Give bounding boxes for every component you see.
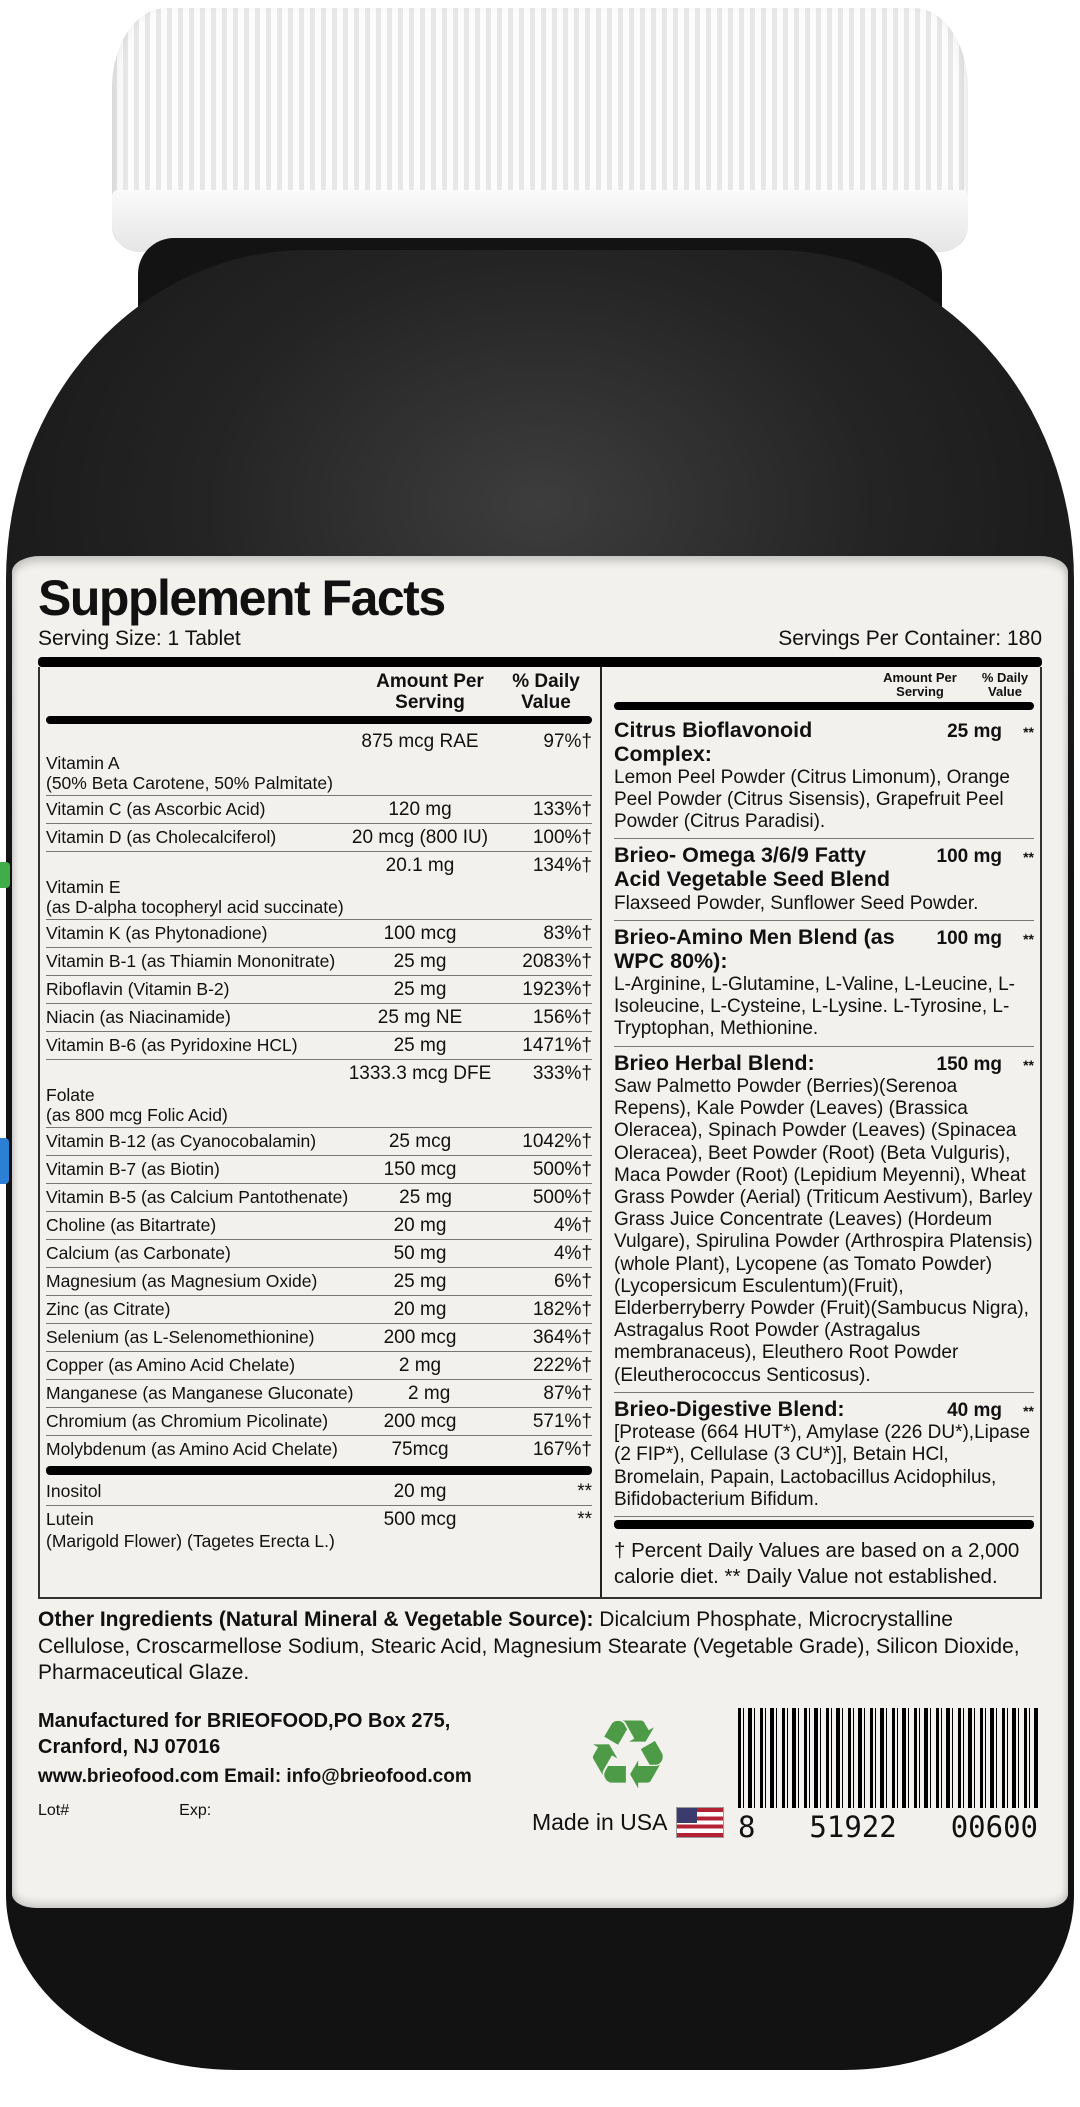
percent-daily-value-header-right: % Daily Value bbox=[981, 670, 1029, 700]
blend-row bbox=[614, 714, 1034, 840]
nutrient-name: Vitamin B-6 (as Pyridoxine HCL) bbox=[46, 1035, 298, 1056]
made-in-usa-block bbox=[517, 1702, 738, 1837]
nutrient-amount: 25 mg bbox=[393, 1271, 447, 1293]
nutrient-subname: (as D-alpha tocopheryl acid succinate) bbox=[46, 896, 344, 917]
nutrient-daily-value: ** bbox=[577, 1509, 592, 1531]
nutrient-amount: 20 mg bbox=[393, 1481, 447, 1503]
manufacturer-block bbox=[38, 1708, 517, 1820]
blend-daily-value: ** bbox=[1023, 849, 1034, 866]
nutrient-name: Riboflavin (Vitamin B-2) bbox=[46, 979, 230, 1000]
blend-row bbox=[614, 921, 1034, 1047]
nutrient-amount: 120 mg bbox=[388, 798, 452, 820]
blend-row bbox=[614, 1393, 1034, 1517]
blend-description: Flaxseed Powder, Sunflower Seed Powder. bbox=[614, 892, 979, 914]
nutrient-amount: 875 mcg RAE bbox=[361, 730, 479, 752]
nutrient-daily-value: 1923%† bbox=[522, 979, 592, 1001]
nutrient-amount: 25 mg bbox=[399, 1187, 452, 1209]
nutrient-daily-value: 83%† bbox=[543, 923, 592, 945]
blend-amount: 40 mg bbox=[947, 1399, 1002, 1421]
nutrient-name: Calcium (as Carbonate) bbox=[46, 1243, 231, 1264]
nutrient-amount: 20 mg bbox=[393, 1215, 447, 1237]
made-in-usa-text: Made in USA bbox=[531, 1809, 668, 1836]
blend-name: Brieo- Omega 3/6/9 Fatty Acid Vegetable Seed Blend bbox=[614, 843, 891, 892]
nutrient-amount: 150 mcg bbox=[383, 1159, 457, 1181]
nutrient-row bbox=[46, 824, 592, 852]
nutrient-name: Vitamin D (as Cholecalciferol) bbox=[46, 826, 277, 847]
divider-under-headers-right bbox=[614, 702, 1034, 710]
barcode-digit-group-2: 51922 bbox=[809, 1810, 897, 1845]
nutrient-amount: 2 mg bbox=[408, 1383, 451, 1405]
other-ingredients-label: Other Ingredients (Natural Mineral & Vegetable Source): bbox=[38, 1608, 594, 1632]
nutrient-daily-value: 100%† bbox=[532, 826, 592, 848]
nutrient-amount: 75mcg bbox=[391, 1439, 449, 1461]
blend-description: Saw Palmetto Powder (Berries)(Serenoa Repens), Kale Powder (Leaves) (Brassica Oleracea), Spinach Powder (Leaves) (Spinacea Oleracea), Beet Powder (Root) (Beta Vulguris), Maca Powder (Root) (Lepidium Meyenni), Wheat Grass Powder (Aerial) (Triticum Aestivum), Barley Grass Juice Concentrate (Leaves) (Hordeum Vulgare), Spirulina Powder (Arthrospira Platensis) (whole Plant), Lycopene (as Tomato Powder)(Lycopersicum Esculentum)(Fruit), Elderberryberry Powder (Fruit)(Sambucus Nigra), Astragalus Root Powder (Astragalus membranaceus), Eleuthero Root Powder (Eleutherococcus Senticosus). bbox=[614, 1075, 1033, 1386]
barcode-digits bbox=[738, 1810, 1038, 1844]
nutrient-daily-value: 87%† bbox=[543, 1383, 592, 1405]
nutrient-row bbox=[46, 1506, 592, 1553]
lot-label: Lot# bbox=[38, 1802, 70, 1820]
nutrient-row bbox=[46, 796, 592, 824]
label-edge-blue-sliver bbox=[0, 1138, 9, 1184]
nutrient-daily-value: 97%† bbox=[543, 730, 592, 752]
nutrient-name: Inositol bbox=[46, 1481, 102, 1502]
nutrient-row bbox=[46, 1184, 592, 1212]
nutrient-amount: 500 mcg bbox=[383, 1509, 457, 1531]
nutrient-daily-value: 1471%† bbox=[522, 1035, 592, 1057]
nutrient-amount: 100 mcg bbox=[383, 923, 457, 945]
barcode bbox=[738, 1708, 1042, 1844]
blend-amount: 150 mg bbox=[936, 1053, 1002, 1075]
blend-row bbox=[614, 839, 1034, 920]
nutrient-name: Niacin (as Niacinamide) bbox=[46, 1007, 231, 1028]
nutrient-row bbox=[46, 852, 592, 920]
amount-per-serving-header-right: Amount Per Serving bbox=[883, 670, 957, 700]
blend-daily-value: ** bbox=[1023, 723, 1034, 740]
blend-row bbox=[614, 1047, 1034, 1393]
blend-daily-value: ** bbox=[1023, 930, 1034, 947]
usa-flag-icon bbox=[677, 1808, 723, 1837]
barcode-digit-group-1: 8 bbox=[738, 1810, 756, 1845]
nutrient-name: Magnesium (as Magnesium Oxide) bbox=[46, 1271, 318, 1292]
blend-amount: 25 mg bbox=[947, 720, 1002, 742]
blend-description: [Protease (664 HUT*), Amylase (226 DU*),Lipase (2 FIP*), Cellulase (3 CU*)], Betain HCl, Bromelain, Papain, Lactobacillus Acidophilus, Bifidobacterium Bifidum. bbox=[614, 1422, 1031, 1510]
nutrient-name: Vitamin K (as Phytonadione) bbox=[46, 923, 268, 944]
lot-exp-row bbox=[38, 1802, 517, 1820]
nutrient-amount: 1333.3 mcg DFE bbox=[348, 1063, 492, 1085]
serving-size: Serving Size: 1 Tablet bbox=[38, 627, 241, 650]
nutrient-row bbox=[46, 1324, 592, 1352]
nutrient-row bbox=[46, 1060, 592, 1128]
blend-daily-value: ** bbox=[1023, 1402, 1034, 1419]
amount-per-serving-header: Amount Per Serving bbox=[376, 671, 484, 714]
nutrient-row bbox=[46, 1212, 592, 1240]
nutrient-row bbox=[46, 728, 592, 796]
nutrient-daily-value: 4%† bbox=[553, 1243, 592, 1265]
nutrient-row bbox=[46, 920, 592, 948]
nutrient-amount: 2 mg bbox=[398, 1355, 442, 1377]
nutrient-daily-value: 222%† bbox=[532, 1355, 592, 1377]
left-column-headers bbox=[46, 671, 592, 714]
blend-name: Citrus Bioflavonoid Complex: bbox=[614, 717, 813, 766]
nutrient-daily-value: 167%† bbox=[532, 1439, 592, 1461]
servings-per-container: Servings Per Container: 180 bbox=[778, 627, 1042, 650]
nutrient-amount: 25 mg bbox=[393, 951, 447, 973]
nutrient-name: Vitamin B-1 (as Thiamin Mononitrate) bbox=[46, 951, 336, 972]
blend-name: Brieo-Digestive Blend: bbox=[614, 1396, 845, 1421]
nutrient-row bbox=[46, 1156, 592, 1184]
nutrient-daily-value: 2083%† bbox=[522, 951, 592, 973]
barcode-digit-group-3: 00600 bbox=[950, 1810, 1038, 1845]
nutrient-daily-value: 571%† bbox=[532, 1411, 592, 1433]
nutrient-column bbox=[40, 667, 600, 1597]
nutrient-daily-value: 133%† bbox=[532, 798, 592, 820]
nutrient-amount: 200 mcg bbox=[383, 1327, 457, 1349]
bottle-cap bbox=[112, 8, 968, 252]
nutrient-amount: 25 mcg bbox=[388, 1131, 452, 1153]
other-ingredients-text: Dicalcium Phosphate, Microcrystalline Cellulose, Croscarmellose Sodium, Stearic Acid, Magnesium Stearate (Vegetable Grade), Silicon Dioxide, Pharmaceutical Glaze. bbox=[38, 1608, 1020, 1684]
nutrient-row bbox=[46, 1380, 592, 1408]
website-email-text: www.brieofood.com Email: info@brieofood.com bbox=[38, 1766, 472, 1788]
nutrient-rows bbox=[46, 728, 592, 1464]
nutrient-row bbox=[46, 976, 592, 1004]
divider-before-other-nutrients bbox=[46, 1466, 592, 1475]
nutrient-daily-value: 500%† bbox=[532, 1159, 592, 1181]
blend-amount: 100 mg bbox=[936, 846, 1002, 868]
nutrient-daily-value: 182%† bbox=[532, 1299, 592, 1321]
blend-amount: 100 mg bbox=[936, 927, 1002, 949]
nutrient-row bbox=[46, 1352, 592, 1380]
nutrient-daily-value: ** bbox=[577, 1481, 592, 1503]
nutrient-name: Manganese (as Manganese Gluconate) bbox=[46, 1383, 354, 1404]
nutrient-row bbox=[46, 1408, 592, 1436]
blend-rows bbox=[614, 714, 1034, 1517]
blend-description: L-Arginine, L-Glutamine, L-Valine, L-Leucine, L-Isoleucine, L-Cysteine, L-Lysine. L-Tyrosine, L-Tryptophan, Methionine. bbox=[614, 973, 1015, 1040]
nutrient-daily-value: 1042%† bbox=[522, 1131, 592, 1153]
barcode-bars bbox=[738, 1708, 1038, 1808]
nutrient-name: Copper (as Amino Acid Chelate) bbox=[46, 1355, 296, 1376]
nutrient-name: Lutein bbox=[46, 1509, 94, 1530]
nutrient-row bbox=[46, 1004, 592, 1032]
nutrient-amount: 50 mg bbox=[393, 1243, 447, 1265]
nutrient-name: Vitamin B-5 (as Calcium Pantothenate) bbox=[46, 1187, 349, 1208]
serving-row bbox=[38, 627, 1042, 651]
nutrient-subname: (50% Beta Carotene, 50% Palmitate) bbox=[46, 772, 333, 793]
manufactured-for-text: Manufactured for BRIEOFOOD,PO Box 275, Cranford, NJ 07016 bbox=[38, 1710, 451, 1759]
blend-name: Brieo Herbal Blend: bbox=[614, 1050, 815, 1075]
nutrient-name: Vitamin B-7 (as Biotin) bbox=[46, 1159, 220, 1180]
nutrient-daily-value: 500%† bbox=[532, 1187, 592, 1209]
nutrient-name: Vitamin B-12 (as Cyanocobalamin) bbox=[46, 1131, 317, 1152]
nutrient-subname: (as 800 mcg Folic Acid) bbox=[46, 1105, 228, 1126]
label-footer bbox=[38, 1702, 1042, 1845]
nutrient-daily-value: 333%† bbox=[532, 1063, 592, 1085]
daily-value-footnote: † Percent Daily Values are based on a 2,000 calorie diet. ** Daily Value not established. bbox=[614, 1539, 1020, 1588]
nutrient-daily-value: 134%† bbox=[532, 854, 592, 876]
nutrient-row bbox=[46, 1478, 592, 1506]
nutrient-subname: (Marigold Flower) (Tagetes Erecta L.) bbox=[46, 1531, 335, 1552]
nutrient-daily-value: 364%† bbox=[532, 1327, 592, 1349]
nutrient-rows-2 bbox=[46, 1478, 592, 1553]
divider-before-footnote bbox=[614, 1520, 1034, 1529]
divider-under-headers bbox=[46, 716, 592, 724]
nutrient-daily-value: 6%† bbox=[553, 1271, 592, 1293]
percent-daily-value-header: % Daily Value bbox=[512, 671, 580, 714]
panel-title: Supplement Facts bbox=[38, 570, 445, 626]
nutrient-amount: 200 mcg bbox=[383, 1411, 457, 1433]
nutrient-name-below: Folate bbox=[46, 1085, 95, 1106]
nutrient-row bbox=[46, 1128, 592, 1156]
blend-name: Brieo-Amino Men Blend (as WPC 80%): bbox=[614, 924, 895, 973]
nutrient-amount: 20 mg bbox=[393, 1299, 447, 1321]
exp-label: Exp: bbox=[179, 1802, 212, 1820]
nutrient-name: Molybdenum (as Amino Acid Chelate) bbox=[46, 1439, 338, 1460]
blend-description: Lemon Peel Powder (Citrus Limonum), Orange Peel Powder (Citrus Sisensis), Grapefruit Peel Powder (Citrus Paradisi). bbox=[614, 766, 1011, 833]
nutrient-daily-value: 156%† bbox=[532, 1007, 592, 1029]
nutrient-name: Selenium (as L-Selenomethionine) bbox=[46, 1327, 315, 1348]
nutrient-row bbox=[46, 1436, 592, 1463]
nutrient-amount: 20.1 mg bbox=[385, 854, 455, 876]
nutrient-name: Zinc (as Citrate) bbox=[46, 1299, 171, 1320]
nutrient-name: Vitamin C (as Ascorbic Acid) bbox=[46, 798, 266, 819]
nutrient-amount: 25 mg bbox=[393, 979, 447, 1001]
nutrient-daily-value: 4%† bbox=[553, 1215, 592, 1237]
supplement-facts-label bbox=[12, 556, 1068, 1908]
nutrient-row bbox=[46, 948, 592, 976]
nutrient-amount: 25 mg bbox=[393, 1035, 447, 1057]
other-ingredients bbox=[38, 1607, 1042, 1686]
nutrient-name-below: Vitamin A bbox=[46, 752, 120, 773]
nutrient-amount: 20 mcg (800 IU) bbox=[351, 826, 489, 848]
nutrient-row bbox=[46, 1296, 592, 1324]
right-column-headers bbox=[614, 671, 1034, 700]
facts-box bbox=[38, 667, 1042, 1599]
blend-column bbox=[600, 667, 1040, 1597]
label-edge-green-sliver bbox=[0, 862, 10, 888]
nutrient-name-below: Vitamin E bbox=[46, 876, 121, 897]
nutrient-name: Chromium (as Chromium Picolinate) bbox=[46, 1411, 329, 1432]
nutrient-amount: 25 mg NE bbox=[377, 1007, 463, 1029]
divider-thick-top bbox=[38, 657, 1042, 667]
nutrient-row bbox=[46, 1032, 592, 1060]
recycle-icon: ♻ bbox=[584, 1702, 671, 1810]
nutrient-name: Choline (as Bitartrate) bbox=[46, 1215, 217, 1236]
nutrient-row bbox=[46, 1268, 592, 1296]
nutrient-row bbox=[46, 1240, 592, 1268]
blend-daily-value: ** bbox=[1023, 1056, 1034, 1073]
